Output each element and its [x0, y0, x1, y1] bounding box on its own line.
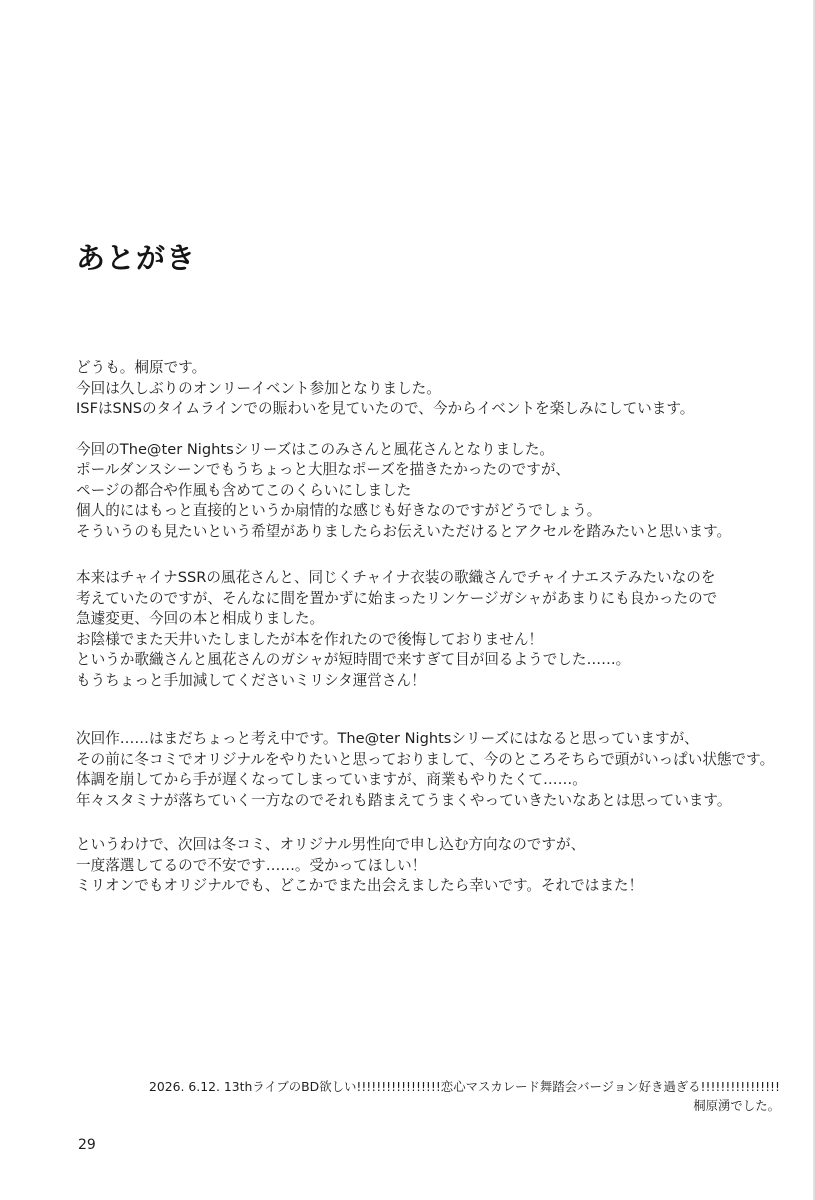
- text-line: ISFはSNSのタイムラインでの賑わいを見ていたので、今からイベントを楽しみにしています。: [76, 400, 695, 417]
- text-line: もうちょっと手加減してくださいミリシタ運営さん！: [76, 671, 426, 689]
- text-line: ミリオンでもオリジナルでも、どこかでまた出会えましたら幸いです。それではまた！: [76, 877, 644, 894]
- text-line: ポールダンスシーンでもうちょっと大胆なポーズを描きたかったのですが、: [76, 461, 571, 478]
- text-line: 本来はチャイナSSRの風花さんと、同じくチャイナ衣装の歌織さんでチャイナエステみたいなのを: [76, 569, 716, 586]
- page-number: 29: [78, 1137, 96, 1153]
- text-line: 体調を崩してから手が遅くなってしまっていますが、商業もやりたくて……。: [76, 771, 587, 788]
- text-line: 個人的にはもっと直接的というか扇情的な感じも好きなのですがどうでしょう。: [76, 502, 602, 519]
- signature-note: [149, 1077, 780, 1115]
- footer-signature: 桐原湧でした。: [693, 1098, 780, 1113]
- paragraph-next-work: [76, 729, 775, 811]
- text-line: 次回作……はまだちょっと考え中です。The@ter Nightsシリーズにはなると思っていますが、: [76, 730, 699, 747]
- paragraph-original-plan: [76, 568, 766, 691]
- paragraph-greeting: [76, 358, 766, 420]
- afterword-body: [76, 358, 775, 897]
- text-line: 年々スタミナが落ちていく一方なのでそれも踏まえてうまくやっていきたいなあとは思っています。: [76, 791, 732, 809]
- text-line: ページの都合や作風も含めてこのくらいにしました: [76, 481, 412, 499]
- text-line: 考えていたのですが、そんなに間を置かずに始まったリンケージガシャがあまりにも良かったので: [76, 589, 718, 607]
- text-line: 急遽変更、今回の本と相成りました。: [76, 610, 325, 627]
- text-line: 今回のThe@ter Nightsシリーズはこのみさんと風花さんとなりました。: [76, 440, 555, 458]
- page-title: あとがき: [76, 241, 197, 275]
- text-line: お陰様でまた天井いたしましたが本を作れたので後悔しておりません！: [76, 630, 544, 648]
- text-line: そういうのも見たいという希望がありましたらお伝えいただけるとアクセルを踏みたいと思います。: [76, 522, 732, 540]
- text-line: というわけで、次回は冬コミ、オリジナル男性向で申し込む方向なのですが、: [76, 836, 586, 853]
- text-line: その前に冬コミでオリジナルをやりたいと思っておりまして、今のところそちらで頭がいっぱい状態です。: [76, 750, 775, 768]
- text-line: というか歌織さんと風花さんのガシャが短時間で来すぎて目が回るようでした……。: [76, 651, 631, 668]
- text-line: 今回は久しぶりのオンリーイベント参加となりました。: [76, 379, 441, 397]
- footer-date-line: 2026. 6.12. 13thライブのBD欲しい!!!!!!!!!!!!!!!!!恋心マスカレード舞踏会バージョン好き過ぎる!!!!!!!!!!!!!!!!: [148, 1079, 780, 1094]
- text-line: 一度落選してるので不安です……。受かってほしい！: [76, 856, 427, 874]
- paragraph-closing: [76, 835, 766, 897]
- paragraph-this-book: [76, 440, 766, 543]
- text-line: どうも。桐原です。: [76, 359, 207, 376]
